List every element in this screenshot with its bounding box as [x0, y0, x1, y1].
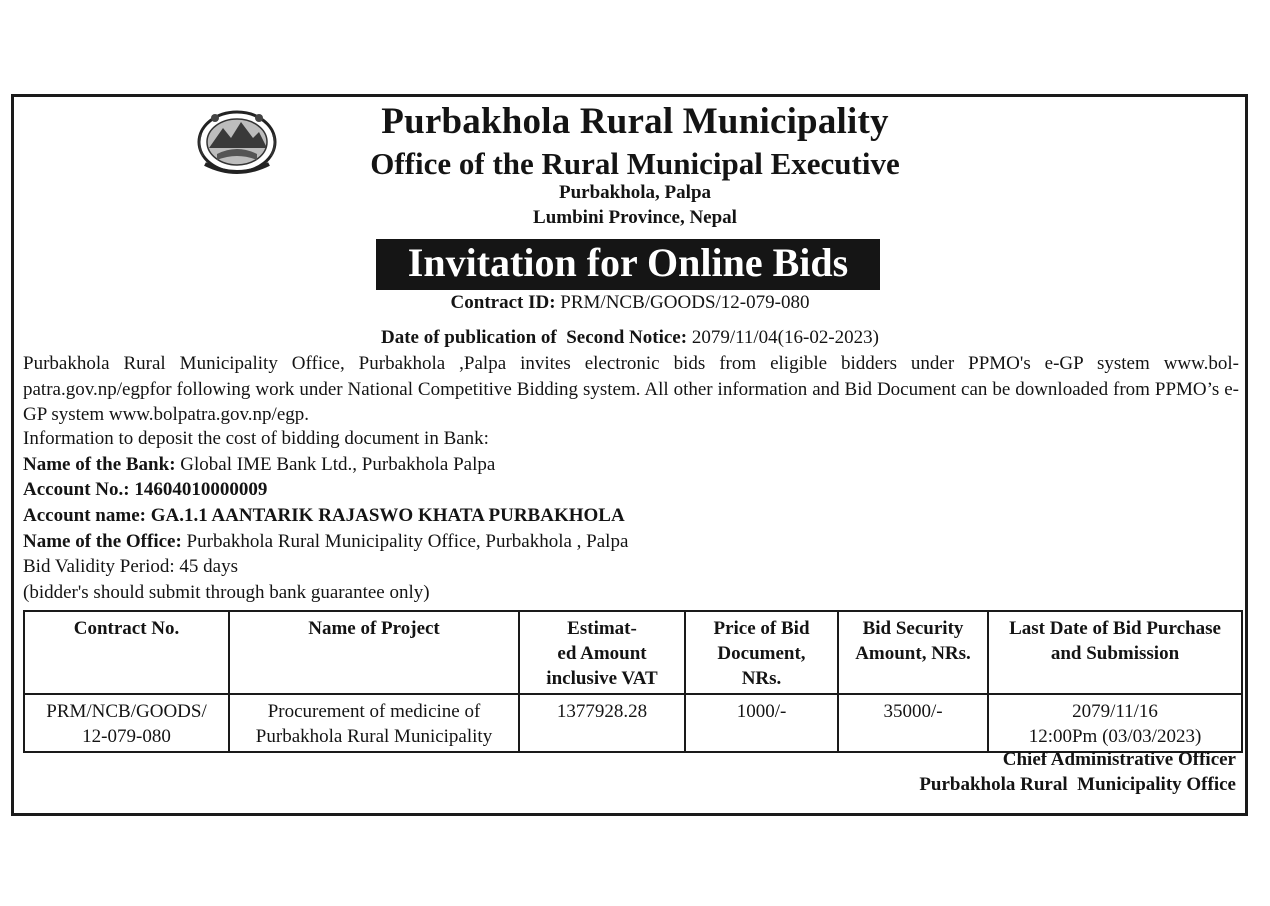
col-last-date: Last Date of Bid Purchase and Submission: [988, 611, 1242, 694]
cell-project: Procurement of medicine of Purbakhola Rural Municipality: [229, 694, 519, 752]
account-name-value: GA.1.1 AANTARIK RAJASWO KHATA PURBAKHOLA: [150, 505, 625, 526]
col-contract-no: Contract No.: [24, 611, 229, 694]
notice-title-banner: Invitation for Online Bids: [376, 239, 880, 290]
contract-id-value: PRM/NCB/GOODS/12-079-080: [560, 292, 810, 313]
guarantee-note: (bidder's should submit through bank guarantee only): [23, 582, 430, 603]
signature-title: Chief Administrative Officer: [1002, 749, 1236, 770]
cell-last-date: 2079/11/16 12:00Pm (03/03/2023): [988, 694, 1242, 752]
address-line-2: Lumbini Province, Nepal: [533, 207, 737, 228]
col-project: Name of Project: [229, 611, 519, 694]
contract-id-line: [0, 292, 1265, 314]
table-row: [24, 694, 1242, 752]
col-bid-security: Bid Security Amount, NRs.: [838, 611, 988, 694]
office-title: Office of the Rural Municipal Executive: [370, 146, 900, 181]
account-no-line: [23, 479, 267, 501]
cell-contract-no: PRM/NCB/GOODS/ 12-079-080: [24, 694, 229, 752]
account-name-label: Account name:: [23, 505, 146, 526]
publication-date-line: [0, 327, 1265, 349]
table-header-row: [24, 611, 1242, 694]
contract-id-label: Contract ID:: [450, 292, 556, 313]
bank-value: Global IME Bank Ltd., Purbakhola Palpa: [180, 454, 496, 475]
office-name-value: Purbakhola Rural Municipality Office, Purbakhola , Palpa: [186, 531, 629, 552]
publication-label: Date of publication of Second Notice:: [380, 327, 688, 348]
account-no-label: Account No.:: [23, 479, 130, 500]
cell-estimated-amount: 1377928.28: [519, 694, 685, 752]
cell-security: 35000/-: [838, 694, 988, 752]
intro-paragraph: Purbakhola Rural Municipality Office, Purbakhola ,Palpa invites electronic bids from eligible bidders under PPMO's e-GP system www.bol-patra.gov.np/egpfor following work under National Competitive Bidding system. All other information and Bid Document can be downloaded from PPMO’s e-GP system www.bolpatra.gov.np/egp.: [23, 353, 1239, 425]
cell-price: 1000/-: [685, 694, 838, 752]
account-name-line: [23, 505, 625, 527]
bid-table: [23, 610, 1243, 753]
office-name-label: Name of the Office:: [23, 531, 182, 552]
org-name: Purbakhola Rural Municipality: [381, 101, 889, 142]
office-name-line: [23, 531, 628, 553]
bank-label: Name of the Bank:: [23, 454, 176, 475]
deposit-info: Information to deposit the cost of bidding document in Bank:: [23, 428, 489, 449]
col-price: Price of Bid Document, NRs.: [685, 611, 838, 694]
bank-line: [23, 454, 495, 476]
publication-value: 2079/11/04(16-02-2023): [691, 327, 879, 348]
address-line-1: Purbakhola, Palpa: [558, 182, 712, 203]
bid-validity: Bid Validity Period: 45 days: [23, 556, 238, 577]
account-no-value: 14604010000009: [134, 479, 268, 500]
col-estimated-amount: Estimat- ed Amount inclusive VAT: [519, 611, 685, 694]
signature-office: Purbakhola Rural Municipality Office: [919, 774, 1236, 795]
